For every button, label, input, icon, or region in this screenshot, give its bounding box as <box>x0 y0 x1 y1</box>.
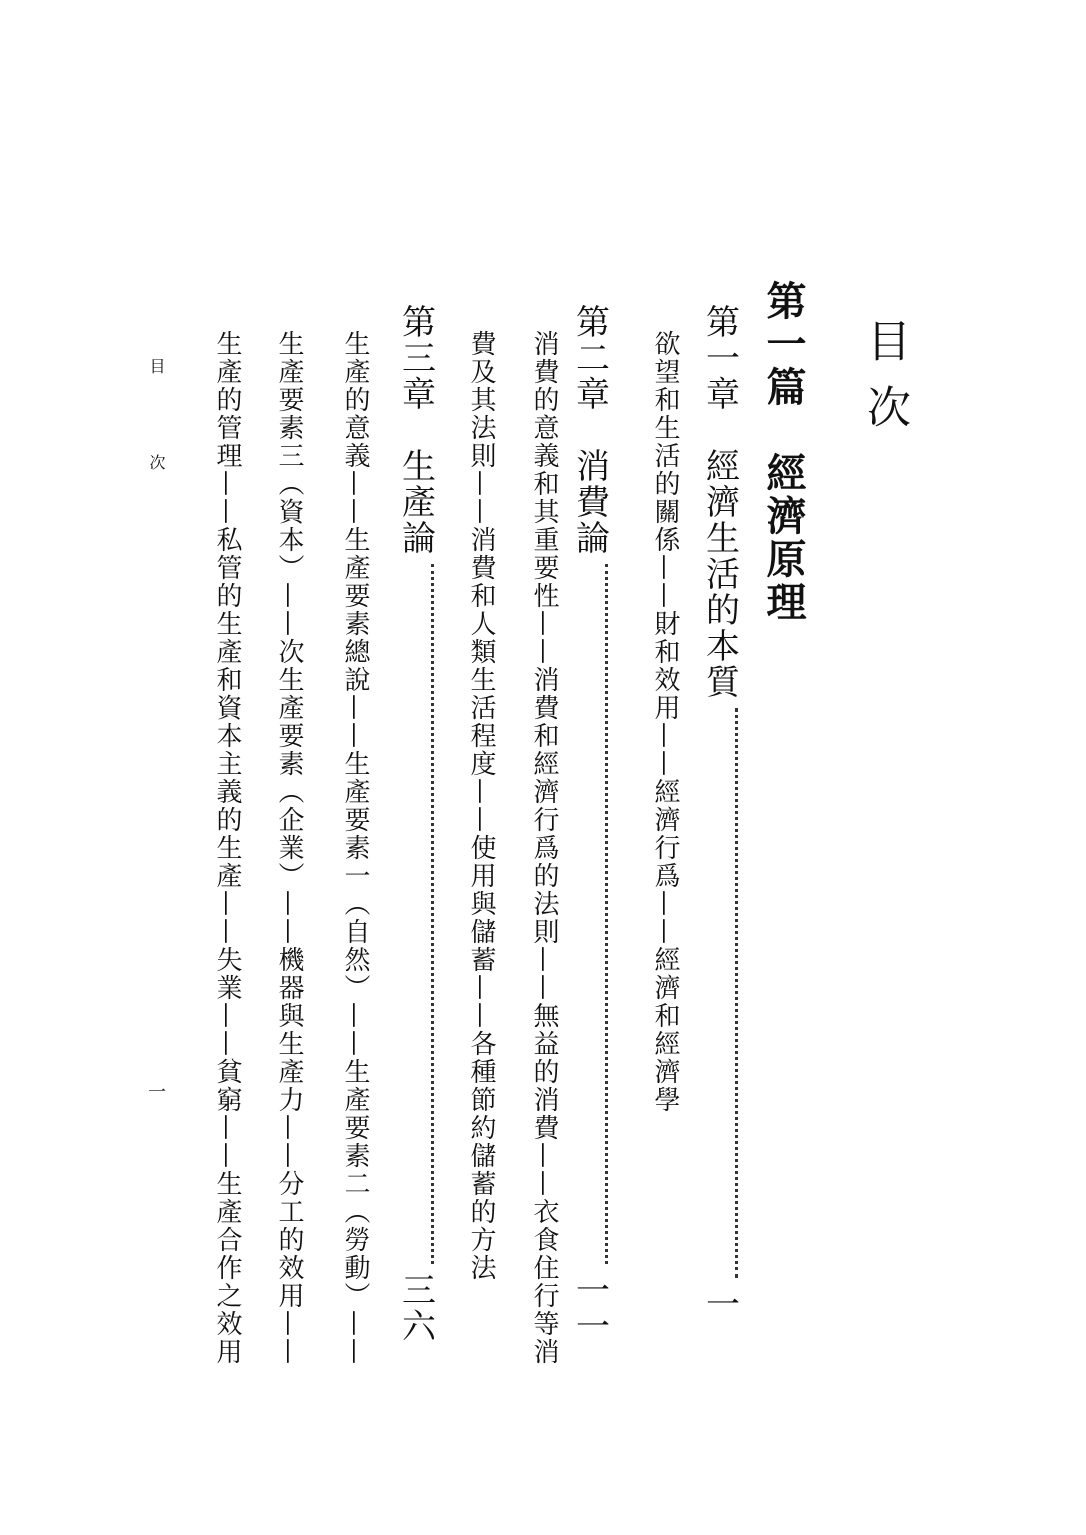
chapter-3-page-number: 三六 <box>395 1272 436 1344</box>
chapter-1-subtitle: 欲望和生活的關係——財和效用——經濟行爲——經濟和經濟學 <box>650 330 680 1114</box>
folio-page-number: 一 <box>145 1082 166 1100</box>
chapter-3-heading: 第三章 生產論 <box>395 304 436 556</box>
chapter-2-entry[interactable] <box>571 304 608 1344</box>
chapter-1-heading: 第一章 經濟生活的本質 <box>699 304 740 700</box>
leader-dots <box>701 708 738 1278</box>
leader-dots <box>571 564 608 1264</box>
leader-dots <box>397 564 434 1264</box>
chapter-1-entry[interactable] <box>701 304 738 1322</box>
chapter-3-subtitle-line-2: 生產要素三（資本）——次生產要素（企業）——機器與生產力——分工的效用—— <box>274 330 304 1366</box>
chapter-3-subtitle-line-1: 生產的意義——生產要素總說——生產要素一（自然）——生產要素二（勞動）—— <box>340 330 370 1366</box>
chapter-2-page-number: 一一 <box>569 1272 610 1344</box>
page-title: 目次 <box>859 318 910 450</box>
chapter-2-heading: 第二章 消費論 <box>569 304 610 556</box>
running-head: 目次 <box>147 358 166 550</box>
chapter-3-entry[interactable] <box>397 304 434 1344</box>
chapter-1-page-number: 一 <box>699 1286 740 1322</box>
chapter-2-subtitle-line-1: 消費的意義和其重要性——消費和經濟行爲的法則——無益的消費——衣食住行等消 <box>529 330 559 1366</box>
chapter-2-subtitle-line-2: 費及其法則——消費和人類生活程度——使用與儲蓄——各種節約儲蓄的方法 <box>466 330 496 1282</box>
chapter-3-subtitle-line-3: 生產的管理——私管的生產和資本主義的生產——失業——貧窮——生產合作之效用 <box>212 330 242 1366</box>
part-heading: 第一篇 經濟原理 <box>760 280 807 624</box>
